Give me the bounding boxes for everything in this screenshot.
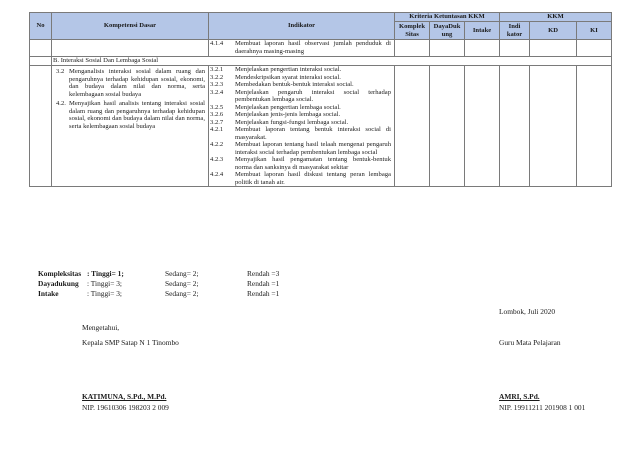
legend-row-dayadukung: Dayadukung : Tinggi= 3; Sedang= 2; Rendah =1 [38, 279, 280, 288]
kkm-table [29, 12, 612, 187]
header-indikator-short: Indi kator [500, 22, 530, 40]
kepala-name: KATIMUNA, S.Pd., M.Pd. [82, 392, 167, 401]
kompetensi-cell [52, 66, 209, 187]
criteria-legend [38, 269, 327, 299]
header-indikator: Indikator [209, 13, 395, 40]
kd-item: 3.2 Menganalisis interaksi sosial dalam ruang dan pengaruhnya terhadap kehidupan sosial, ekonomi, dan budaya dalam nilai dan norma, serta kelembagaan sosial budaya [56, 68, 205, 98]
header-kd: KD [530, 22, 577, 40]
kd-item: 4.2. Menyajikan hasil analisis tentang interaksi sosial dalam ruang dan pengaruhnya terhadap kehidupan sosial, ekonomi dan budaya dalam nilai dan norma, serta kelembagaan sosial budaya [56, 100, 205, 130]
header-kriteria: Kriteria Ketuntasan KKM [395, 13, 500, 22]
indicator-item: 3.2.4 Menjelaskan pengaruh interaksi social terhadap pembentukan lembaga social. [210, 88, 391, 103]
header-no: No [30, 13, 52, 40]
section-title: B. Interaksi Sosial Dan Lembaga Sosial [52, 57, 612, 66]
header-kompetensi: Kompetensi Dasar [52, 13, 209, 40]
header-kkm: KKM [500, 13, 612, 22]
indicator-item: 4.2.3 Menyajikan hasil pengamatan tentang bentuk-bentuk norma dan sanksinya di masyarakat sekitar [210, 156, 391, 171]
indicator-number: 4.1.4 [210, 40, 224, 47]
indicator-text: Membuat laporan hasil observasi jumlah penduduk di daerahnya masing-masing [235, 40, 391, 55]
section-row [30, 57, 612, 66]
indicator-cell [209, 66, 395, 187]
legend-row-kompleksitas: Kompleksitas : Tinggi= 1; Sedang= 2; Rendah =3 [38, 269, 280, 278]
table-row [30, 40, 612, 57]
table-row [30, 66, 612, 187]
guru-name: AMRI, S.Pd. [499, 392, 540, 401]
indicator-item: 3.2.2 Mendeskripsikan syarat interaksi social. [210, 73, 341, 81]
indicator-item: 4.2.4 Membuat laporan hasil diskusi tentang peran lembaga politik di tanah air. [210, 171, 391, 186]
indicator-item: 3.2.5 Menjelaskan pengertian lembaga social. [210, 103, 341, 111]
kepala-title: Kepala SMP Satap N 1 Tinombo [82, 338, 179, 347]
kepala-nip: NIP. 19610306 198203 2 009 [82, 403, 169, 412]
place-date: Lombok, Juli 2020 [499, 307, 556, 316]
guru-nip: NIP. 19911211 201908 1 001 [499, 403, 586, 412]
header-dayadukung: DayaDuk ung [430, 22, 465, 40]
header-ki: KI [577, 22, 612, 40]
mengetahui-label: Mengetahui, [82, 323, 120, 332]
guru-title: Guru Mata Pelajaran [499, 338, 561, 347]
indicator-item: 4.2.2 Membuat laporan tentang hasil telaah mengenai pengaruh interaksi social terhadap pembentukan lembaga social [210, 141, 391, 156]
indicator-item: 3.2.7 Menjelaskan fungsi-fungsi lembaga social. [210, 118, 349, 126]
indicator-item: 3.2.1 Menjelaskan pengertian interaksi social. [210, 66, 342, 73]
header-intake: Intake [465, 22, 500, 40]
header-kompleksitas: Komplek Sitas [395, 22, 430, 40]
legend-row-intake: Intake : Tinggi= 3; Sedang= 2; Rendah =1 [38, 289, 280, 298]
indicator-item: 3.2.3 Membedakan bentuk-bentuk interaksi social. [210, 81, 354, 88]
indicator-item: 3.2.6 Menjelaskan jenis-jenis lembaga social. [210, 111, 341, 118]
indicator-item: 4.2.1 Membuat laporan tentang bentuk interaksi social di masyarakat. [210, 126, 391, 141]
